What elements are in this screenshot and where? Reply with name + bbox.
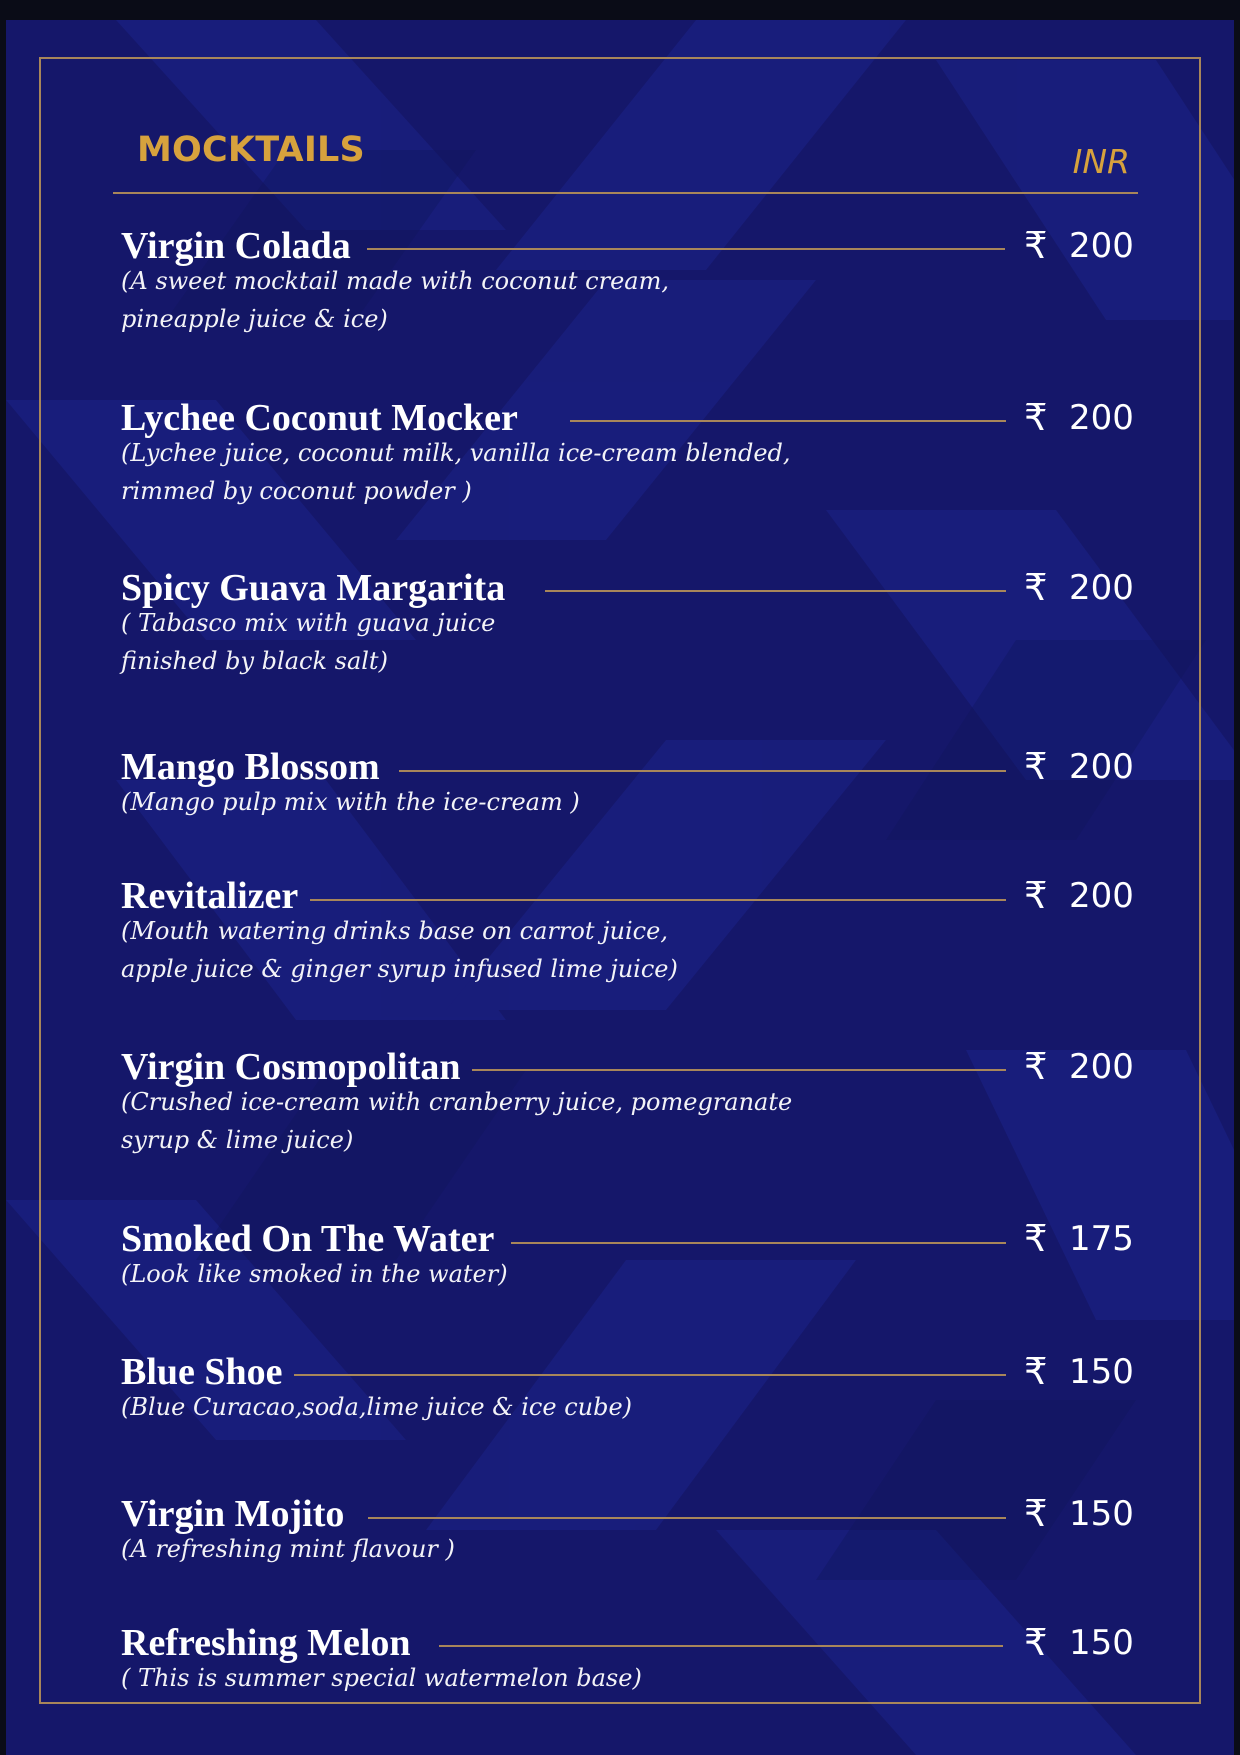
menu-item-price: 200	[1069, 398, 1134, 438]
price-leader-line	[570, 420, 1006, 422]
menu-item-spicy-guava-margarita	[121, 565, 1141, 675]
menu-item-name: Smoked On The Water	[121, 1218, 495, 1260]
menu-item-description	[121, 1659, 642, 1697]
menu-item-price: 200	[1069, 876, 1134, 916]
menu-item-description	[121, 1530, 455, 1568]
rupee-symbol: ₹	[1024, 1492, 1048, 1535]
menu-header	[113, 110, 1138, 194]
currency-label: INR	[1072, 142, 1130, 181]
price-leader-line	[511, 1242, 1006, 1244]
menu-item-blue-shoe	[121, 1349, 1141, 1459]
menu-item-price: 150	[1069, 1623, 1134, 1663]
description-line: (A sweet mocktail made with coconut cream,	[121, 267, 669, 295]
menu-item-name: Virgin Mojito	[121, 1493, 345, 1535]
description-line: (A refreshing mint flavour )	[121, 1535, 455, 1563]
description-line: (Mouth watering drinks base on carrot juice,	[121, 917, 668, 945]
price-leader-line	[472, 1069, 1006, 1071]
menu-item-name: Mango Blossom	[121, 746, 380, 788]
menu-item-price: 200	[1069, 226, 1134, 266]
menu-item-price: 175	[1069, 1219, 1134, 1259]
menu-item-name: Lychee Coconut Mocker	[121, 397, 518, 439]
menu-item-name: Spicy Guava Margarita	[121, 567, 506, 609]
price-leader-line	[310, 899, 1006, 901]
rupee-symbol: ₹	[1024, 224, 1048, 267]
menu-item-description	[121, 1388, 632, 1426]
menu-item-virgin-mojito	[121, 1491, 1141, 1601]
rupee-symbol: ₹	[1024, 745, 1048, 788]
rupee-symbol: ₹	[1024, 1217, 1048, 1260]
menu-item-description	[121, 912, 678, 988]
menu-item-mango-blossom	[121, 744, 1141, 854]
price-leader-line	[439, 1645, 1003, 1647]
price-leader-line	[545, 590, 1006, 592]
price-leader-line	[367, 248, 1005, 250]
menu-item-virgin-cosmopolitan	[121, 1044, 1141, 1154]
menu-item-description	[121, 434, 791, 510]
description-line: rimmed by coconut powder )	[121, 477, 472, 505]
menu-item-name: Refreshing Melon	[121, 1622, 411, 1664]
description-line: (Look like smoked in the water)	[121, 1260, 508, 1288]
menu-item-lychee-coconut-mocker	[121, 395, 1141, 505]
description-line: pineapple juice & ice)	[121, 305, 388, 333]
menu-item-price: 150	[1069, 1494, 1134, 1534]
rupee-symbol: ₹	[1024, 1045, 1048, 1088]
menu-item-price: 200	[1069, 568, 1134, 608]
description-line: apple juice & ginger syrup infused lime juice)	[121, 955, 678, 983]
price-leader-line	[399, 770, 1006, 772]
menu-item-revitalizer	[121, 873, 1141, 983]
description-line: finished by black salt)	[121, 647, 388, 675]
menu-item-description	[121, 783, 580, 821]
rupee-symbol: ₹	[1024, 1350, 1048, 1393]
menu-item-name: Revitalizer	[121, 875, 299, 917]
description-line: (Crushed ice-cream with cranberry juice, pomegranate	[121, 1088, 793, 1116]
section-title: MOCKTAILS	[137, 130, 365, 170]
description-line: (Blue Curacao,soda,lime juice & ice cube)	[121, 1393, 633, 1421]
menu-item-refreshing-melon	[121, 1620, 1141, 1730]
menu-item-virgin-colada	[121, 223, 1141, 333]
description-line: ( Tabasco mix with guava juice	[121, 609, 496, 637]
rupee-symbol: ₹	[1024, 1621, 1048, 1664]
menu-item-description	[121, 262, 669, 338]
menu-item-price: 150	[1069, 1352, 1134, 1392]
menu-item-name: Virgin Colada	[121, 225, 351, 267]
description-line: (Mango pulp mix with the ice-cream )	[121, 788, 580, 816]
menu-item-name: Blue Shoe	[121, 1351, 283, 1393]
price-leader-line	[294, 1374, 1006, 1376]
menu-item-description	[121, 604, 495, 680]
menu-item-price: 200	[1069, 747, 1134, 787]
menu-item-name: Virgin Cosmopolitan	[121, 1046, 461, 1088]
rupee-symbol: ₹	[1024, 566, 1048, 609]
description-line: ( This is summer special watermelon base)	[121, 1664, 642, 1692]
menu-item-smoked-on-the-water	[121, 1216, 1141, 1326]
rupee-symbol: ₹	[1024, 874, 1048, 917]
price-leader-line	[368, 1517, 1006, 1519]
menu-item-price: 200	[1069, 1047, 1134, 1087]
menu-item-description	[121, 1083, 792, 1159]
mocktails-menu-sheet	[6, 20, 1234, 1755]
rupee-symbol: ₹	[1024, 396, 1048, 439]
description-line: syrup & lime juice)	[121, 1126, 354, 1154]
description-line: (Lychee juice, coconut milk, vanilla ice-cream blended,	[121, 439, 791, 467]
menu-item-description	[121, 1255, 508, 1293]
